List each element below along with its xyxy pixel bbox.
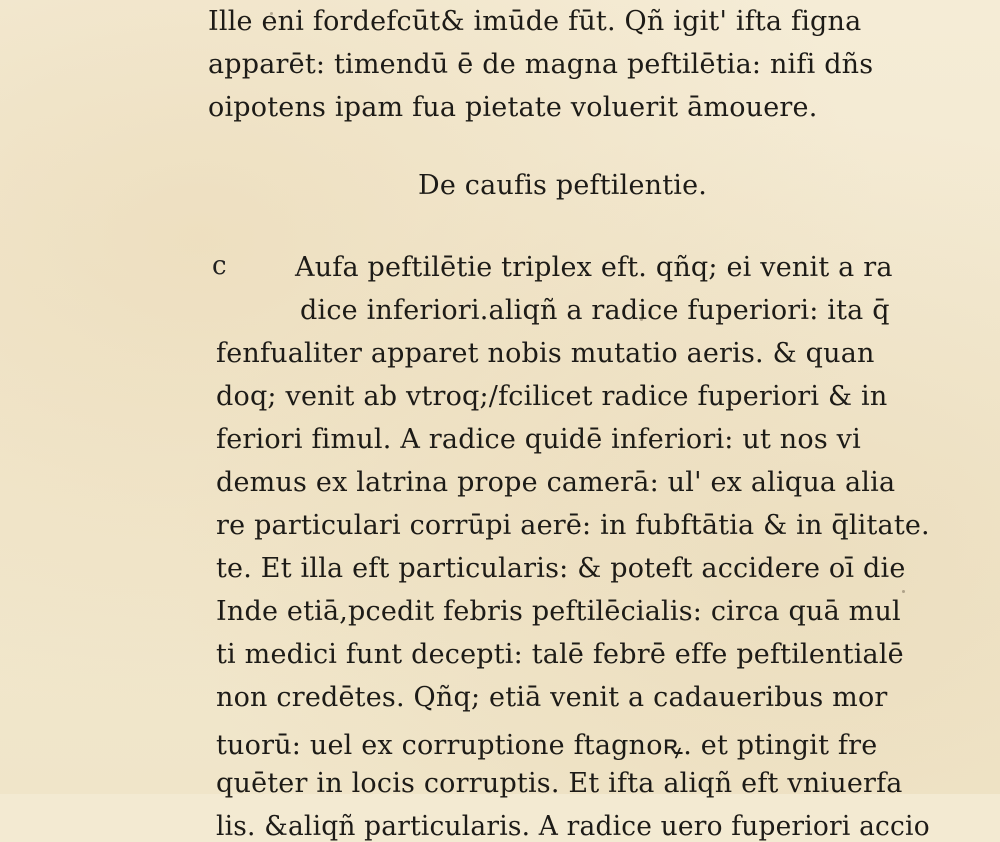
text-line-8: doq; venit ab vtroq;/fcilicet radice fuperiori & in — [216, 381, 888, 412]
text-line-10: demus ex latrina prope camerā: ul' ex aliqua alia — [216, 467, 896, 498]
text-line-13: Inde etiā,pcedit febris peftilēcialis: circa quā mul — [216, 596, 901, 627]
text-line-18: lis. &aliqñ particularis. A radice uero fuperiori accio — [216, 811, 930, 842]
text-line-7: fenfualiter apparet nobis mutatio aeris. & quan — [216, 338, 875, 369]
paper-speck — [902, 590, 905, 593]
text-line-2: apparēt: timendū ē de magna peftilētia: nifi dñs — [208, 49, 874, 80]
text-line-5: Aufa peftilētie triplex eft. qñq; ei venit a ra — [295, 252, 893, 283]
text-line-12: te. Et illa eft particularis: & poteft accidere oī die — [216, 553, 906, 584]
text-line-3: oipotens ipam fua pietate voluerit āmouere. — [208, 92, 818, 123]
text-line-17: quēter in locis corruptis. Et ifta aliqñ eft vniuerfa — [216, 768, 903, 799]
text-line-11: re particulari corrūpi aerē: in fubftātia & in q̄litate. — [216, 510, 930, 541]
guide-letter: c — [212, 251, 227, 281]
text-line-14: ti medici funt decepti: talē febrē effe peftilentialē — [216, 639, 904, 670]
paper-speck — [640, 318, 643, 321]
paper-speck — [270, 12, 273, 15]
text-line-15: non credētes. Qñq; etiā venit a cadaueribus mor — [216, 682, 888, 713]
text-line-6: dice inferiori.aliqñ a radice fuperiori: ita q̄ — [300, 295, 890, 326]
section-heading: De caufis peftilentie. — [418, 170, 708, 201]
text-line-9: feriori fimul. A radice quidē inferiori: ut nos vi — [216, 424, 861, 455]
text-line-16: tuorū: uel ex corruptione ftagnoꝶ. et ptingit fre — [216, 730, 878, 761]
text-line-1: Ille eni fordefcūt& imūde fūt. Qñ igit' ifta figna — [208, 6, 862, 37]
